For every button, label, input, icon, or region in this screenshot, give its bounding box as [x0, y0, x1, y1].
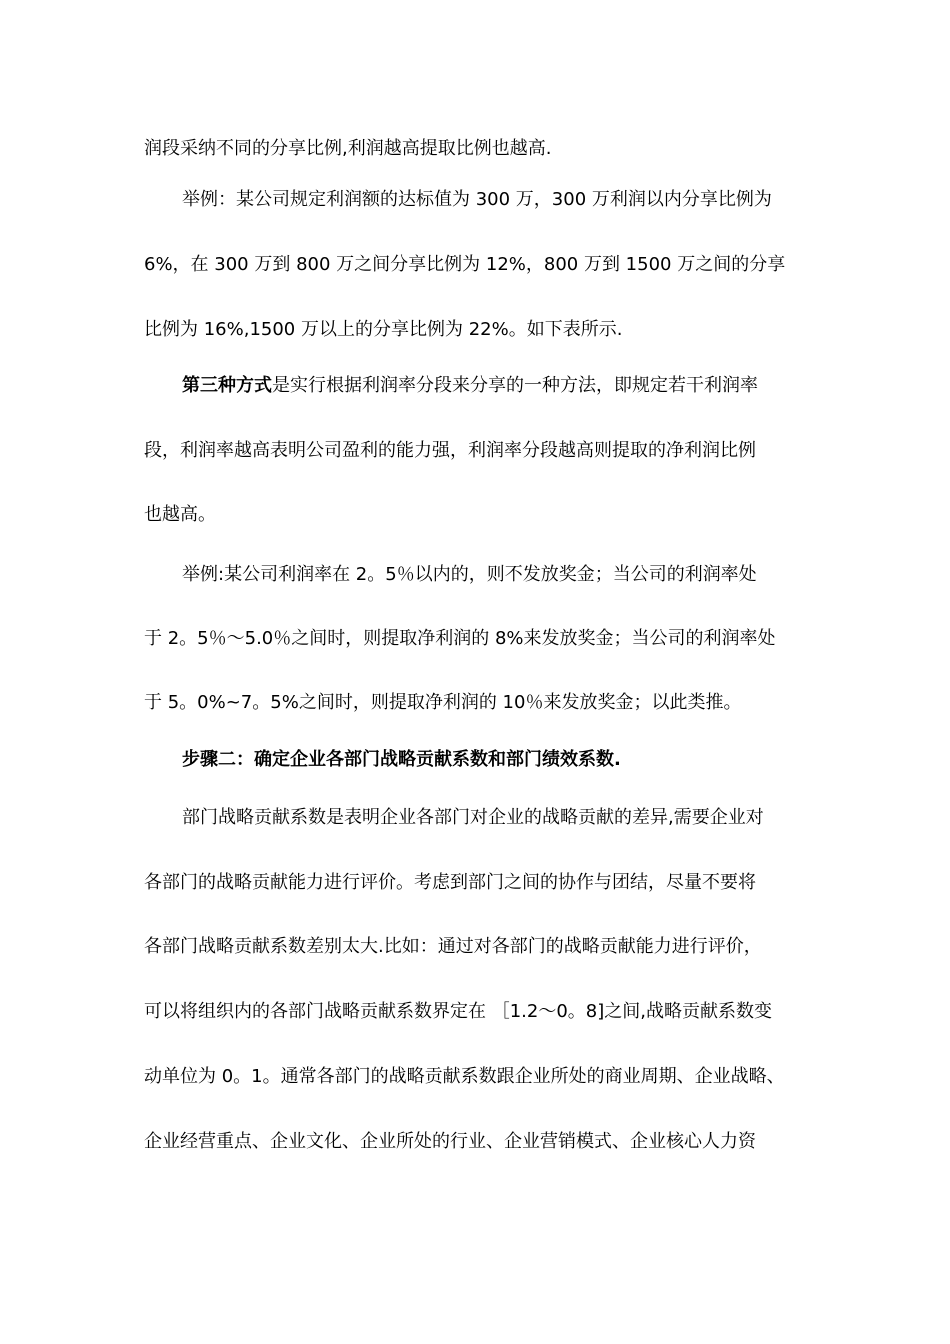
- text-line: 企业经营重点、企业文化、企业所处的行业、企业营销模式、企业核心人力资: [144, 1131, 756, 1152]
- text-line: 也越高。: [144, 504, 216, 525]
- text-line: 可以将组织内的各部门战略贡献系数界定在 ［1.2～0。8]之间,战略贡献系数变: [144, 1001, 772, 1022]
- text-line: 动单位为 0。1。通常各部门的战略贡献系数跟企业所处的商业周期、企业战略、: [144, 1066, 785, 1087]
- text-line: 比例为 16%,1500 万以上的分享比例为 22%。如下表所示.: [144, 319, 623, 340]
- method-heading: 第三种方式: [182, 375, 272, 396]
- text-line: 于 5。0%~7。5%之间时，则提取净利润的 10％来发放奖金；以此类推。: [144, 692, 742, 713]
- text-line: 润段采纳不同的分享比例,利润越高提取比例也越高.: [144, 138, 552, 159]
- text-line: 举例:某公司利润率在 2。5％以内的，则不发放奖金；当公司的利润率处: [182, 564, 757, 585]
- text-line: 6%，在 300 万到 800 万之间分享比例为 12%，800 万到 1500 万之间的分享: [144, 254, 786, 275]
- text-line: 举例：某公司规定利润额的达标值为 300 万，300 万利润以内分享比例为: [182, 189, 772, 210]
- text-span: 是实行根据利润率分段来分享的一种方法，即规定若干利润率: [272, 375, 758, 396]
- text-line: 段，利润率越高表明公司盈利的能力强，利润率分段越高则提取的净利润比例: [144, 440, 756, 461]
- text-line: 各部门战略贡献系数差别太大.比如：通过对各部门的战略贡献能力进行评价，: [144, 936, 762, 957]
- section-heading: 步骤二：确定企业各部门战略贡献系数和部门绩效系数.: [182, 749, 621, 770]
- text-line: [182, 374, 758, 398]
- text-line: 于 2。5％～5.0％之间时，则提取净利润的 8%来发放奖金；当公司的利润率处: [144, 628, 776, 649]
- text-line: 部门战略贡献系数是表明企业各部门对企业的战略贡献的差异,需要企业对: [182, 807, 764, 828]
- text-line: 各部门的战略贡献能力进行评价。考虑到部门之间的协作与团结，尽量不要将: [144, 872, 756, 893]
